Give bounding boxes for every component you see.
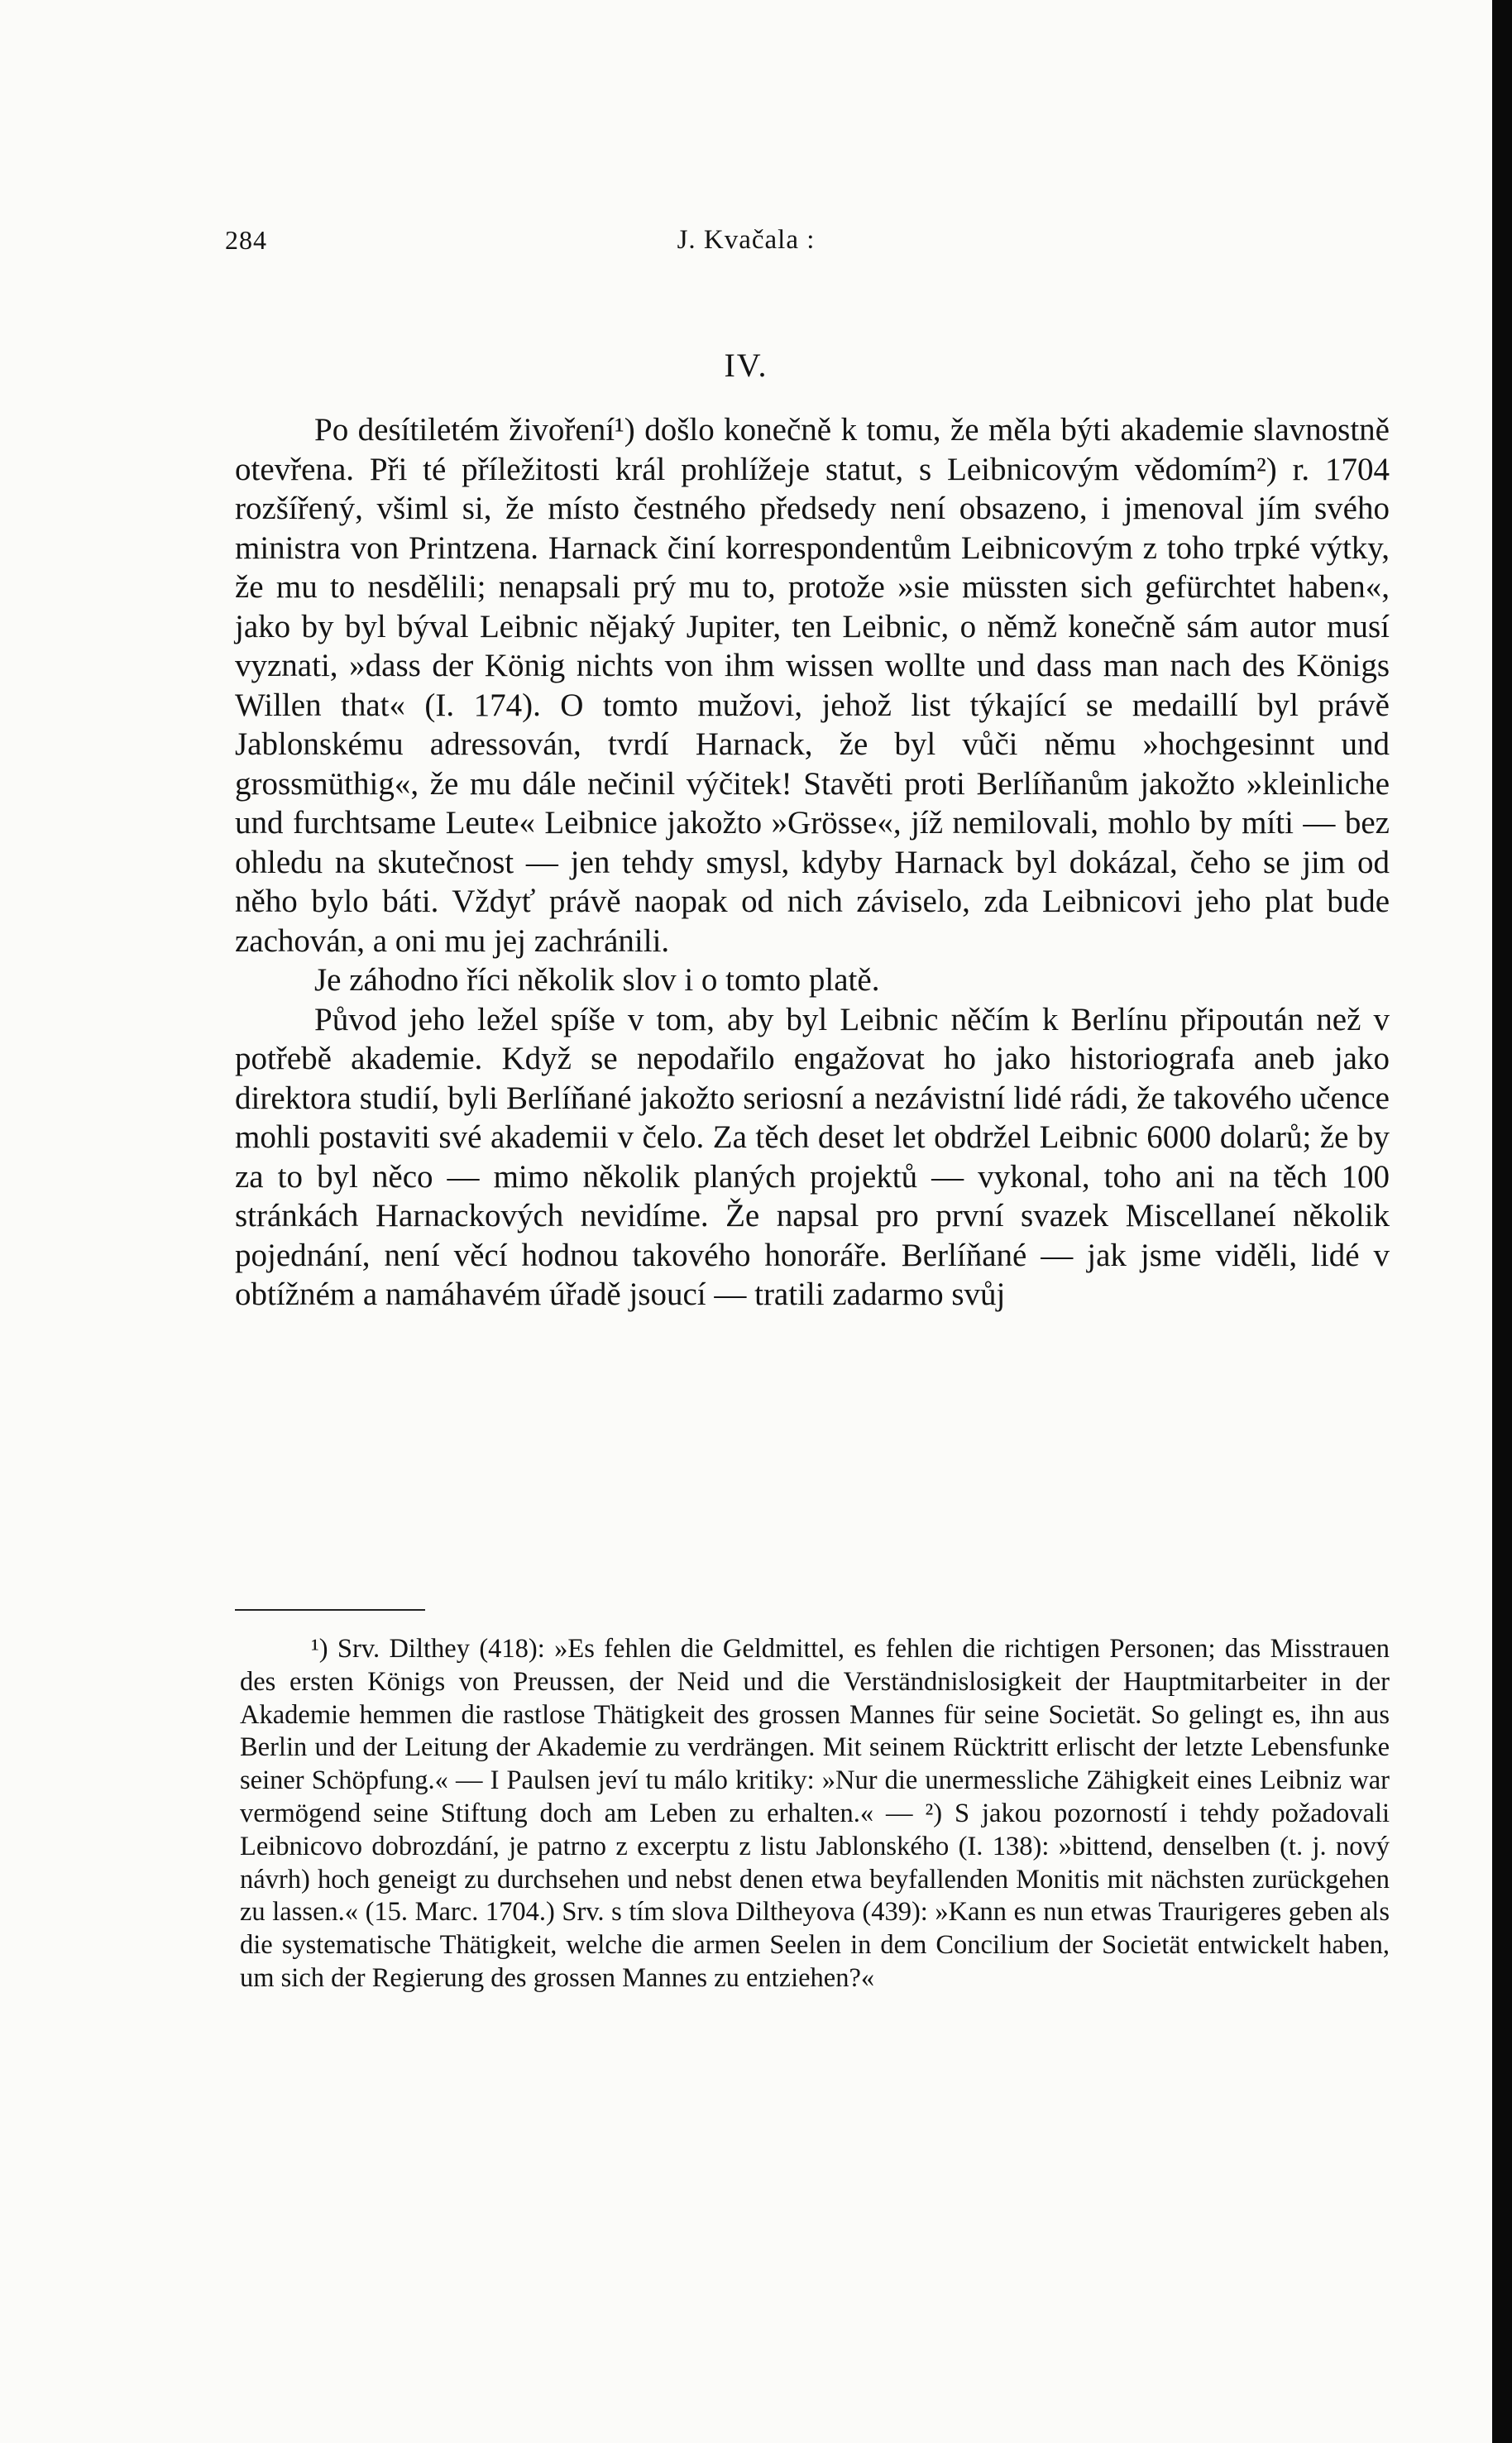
scan-edge — [1492, 0, 1512, 2443]
footnote-text: ¹) Srv. Dilthey (418): »Es fehlen die Geldmittel, es fehlen die richtigen Personen; das Misstrauen des ersten Königs von Preussen, der Neid und die Verständnislosigkeit der Hauptmitarbeiter in der Akademie hemmen die rastlose Thätigkeit des grossen Mannes für seine Societät. So gelingt es, ihn aus Berlin und der Leitung der Akademie zu verdrängen. Mit seinem Rücktritt erlischt der letzte Lebensfunke seiner Schöpfung.« — I Paulsen jeví tu málo kritiky: »Nur die unermessliche Zähigkeit eines Leibniz war vermögend seine Stiftung doch am Leben zu erhalten.« — ²) S jakou pozorností i tehdy požadovali Leibnicovo dobrozdání, je patrno z excerptu z listu Jablonského (I. 138): »bittend, denselben (t. j. nový návrh) hoch geneigt zu durchsehen und nebst denen etwa beyfallenden Monitis mit nächsten zurückgehen zu lassen.« (15. Marc. 1704.) Srv. s tím slova Diltheyova (439): »Kann es nun etwas Traurigeres geben als die systematische Thätigkeit, welche die armen Seelen in dem Concilium der Societät entwickelt haben, um sich der Regierung des grossen Mannes zu entziehen?« — [240, 1634, 1390, 1993]
body-text — [235, 410, 1390, 1315]
footnotes — [240, 1633, 1390, 1995]
body-paragraph: Původ jeho ležel spíše v tom, aby byl Leibnic něčím k Berlínu připoután než v potřebě akademie. Když se nepodařilo engažovat ho jako historiografa aneb jako direktora studií, byli Berlíňané jakožto seriosní a nezávistní lidé rádi, že takového učence mohli postaviti své akademii v čelo. Za těch deset let obdržel Leibnic 6000 dolarů; že by za to byl něco — mimo několik planých projektů — vykonal, toho ani na těch 100 stránkách Harnackových nevidíme. Že napsal pro první svazek Miscellaneí několik pojednání, není věcí hodnou takového honoráře. Berlíňané — jak jsme viděli, lidé v obtížném a namáhavém úřadě jsoucí — tratili zadarmo svůj — [235, 1001, 1390, 1312]
footnote-divider — [235, 1609, 425, 1611]
section-title: IV. — [724, 347, 768, 384]
running-head: J. Kvačala : — [677, 225, 816, 255]
body-paragraph: Je záhodno říci několik slov i o tomto platě. — [314, 962, 880, 998]
page-number: 284 — [225, 225, 267, 255]
body-paragraph: Po desítiletém živoření¹) došlo konečně k tomu, že měla býti akademie slavnostně otevřena. Při té příležitosti král prohlížeje statut, s Leibnicovým vědomím²) r. 1704 rozšířený, všiml si, že místo čestného předsedy není obsazeno, i jmenoval jím svého ministra von Printzena. Harnack činí korrespondentům Leibnicovým z toho trpké výtky, že mu to nesdělili; nenapsali prý mu to, protože »sie müssten sich gefürchtet haben«, jako by byl býval Leibnic nějaký Jupiter, ten Leibnic, o němž konečně sám autor musí vyznati, »dass der König nichts von ihm wissen wollte und dass man nach des Königs Willen that« (I. 174). O tomto mužovi, jehož list týkající se medaillí byl právě Jablonskému adressován, tvrdí Harnack, že byl vůči němu »hochgesinnt und grossmüthig«, že mu dále nečinil výčitek! Stavěti proti Berlíňanům jakožto »kleinliche und furchtsame Leute« Leibnice jakožto »Grösse«, jíž nemilovali, mohlo by míti — bez ohledu na skutečnost — jen tehdy smysl, kdyby Harnack byl dokázal, čeho se jim od něho bylo báti. Vždyť právě naopak od nich záviselo, zda Leibnicovi jeho plat bude zachován, a oni mu jej zachránili. — [235, 412, 1390, 959]
